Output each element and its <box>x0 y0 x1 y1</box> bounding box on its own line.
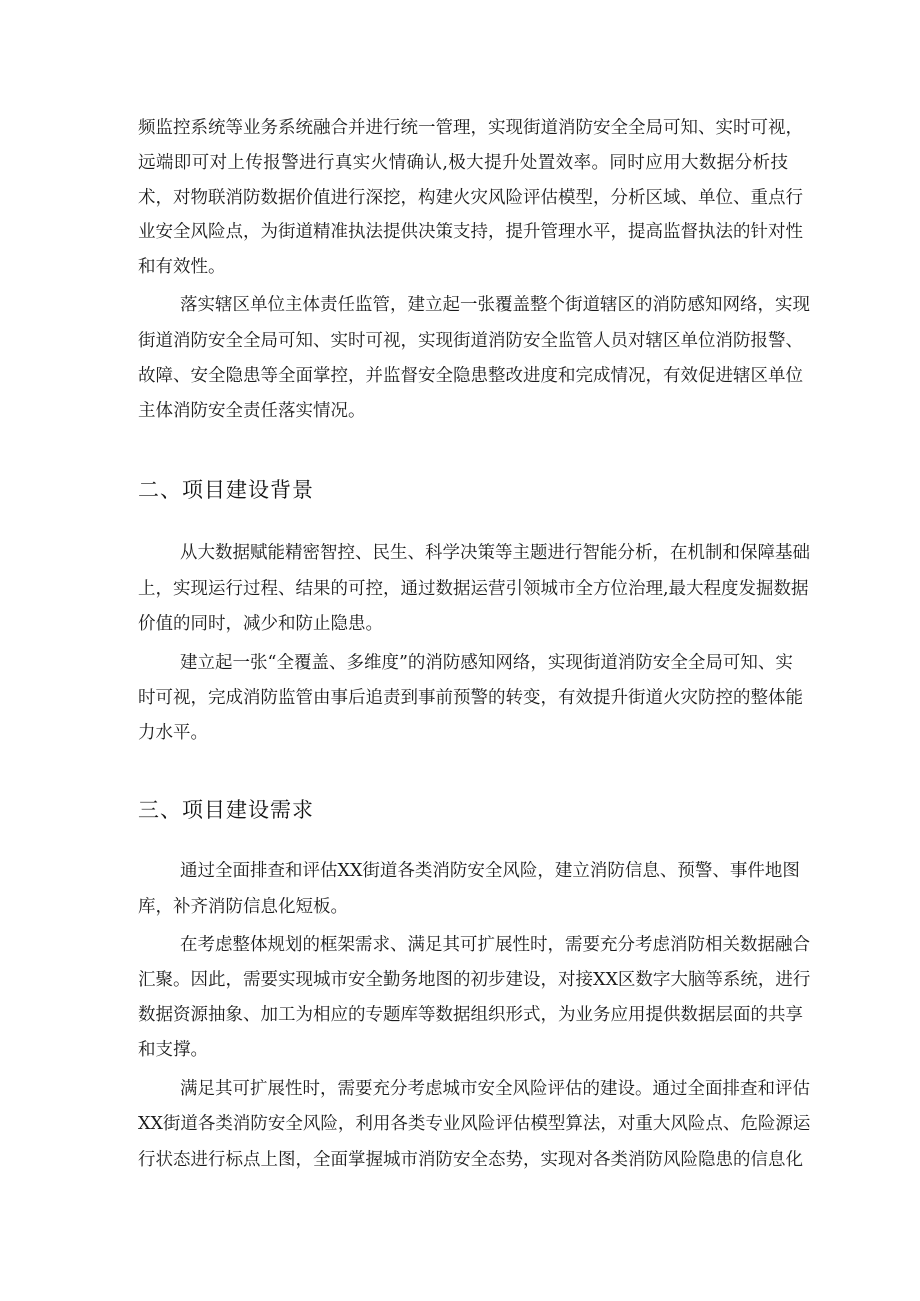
text-line: 在考虑整体规划的框架需求、满足其可扩展性时，需要充分考虑消防相关数据融合 <box>180 935 810 955</box>
text-line: 价值的同时，减少和防止隐患。 <box>138 614 383 634</box>
text-line: 库，补齐消防信息化短板。 <box>138 897 348 917</box>
text-line: 时可视，完成消防监管由事后追责到事前预警的转变，有效提升街道火灾防控的整体能 <box>138 688 803 708</box>
text-line: 和支撑。 <box>138 1040 208 1060</box>
text-line: 汇聚。因此，需要实现城市安全勤务地图的初步建设，对接XX区数字大脑等系统，进行 <box>138 970 811 990</box>
section-heading: 二、项目建设背景 <box>138 478 314 502</box>
text-line: 力水平。 <box>138 723 208 743</box>
text-line: 从大数据赋能精密智控、民生、科学决策等主题进行智能分析，在机制和保障基础 <box>180 543 810 563</box>
text-line: XX街道各类消防安全风险，利用各类专业风险评估模型算法，对重大风险点、危险源运 <box>138 1114 811 1134</box>
text-line: 主体消防安全责任落实情况。 <box>138 401 366 421</box>
text-line: 满足其可扩展性时，需要充分考虑城市安全风险评估的建设。通过全面排查和评估 <box>180 1079 810 1099</box>
text-line: 术，对物联消防数据价值进行深挖，构建火灾风险评估模型，分析区域、单位、重点行 <box>138 188 803 208</box>
text-line: 数据资源抽象、加工为相应的专题库等数据组织形式，为业务应用提供数据层面的共享 <box>138 1005 803 1025</box>
text-line: 故障、安全隐患等全面掌控，并监督安全隐患整改进度和完成情况，有效促进辖区单位 <box>138 366 803 386</box>
text-line: 频监控系统等业务系统融合并进行统一管理，实现街道消防安全全局可知、实时可视， <box>138 118 803 138</box>
text-line: 业安全风险点，为街道精准执法提供决策支持，提升管理水平，提高监督执法的针对性 <box>138 222 803 242</box>
text-line: 上，实现运行过程、结果的可控，通过数据运营引领城市全方位治理,最大程度发掘数据 <box>138 579 809 599</box>
text-line: 和有效性。 <box>138 257 226 277</box>
text-line: 落实辖区单位主体责任监管，建立起一张覆盖整个街道辖区的消防感知网络，实现 <box>180 295 810 315</box>
text-line: 行状态进行标点上图，全面掌握城市消防安全态势，实现对各类消防风险隐患的信息化 <box>138 1150 803 1170</box>
text-line: 远端即可对上传报警进行真实火情确认,极大提升处置效率。同时应用大数据分析技 <box>138 153 788 173</box>
text-line: 街道消防安全全局可知、实时可视，实现街道消防安全监管人员对辖区单位消防报警、 <box>138 331 803 351</box>
text-line: 建立起一张“全覆盖、多维度”的消防感知网络，实现街道消防安全全局可知、实 <box>180 653 793 673</box>
section-heading: 三、项目建设需求 <box>138 798 314 822</box>
text-line: 通过全面排查和评估XX街道各类消防安全风险，建立消防信息、预警、事件地图 <box>180 861 800 881</box>
